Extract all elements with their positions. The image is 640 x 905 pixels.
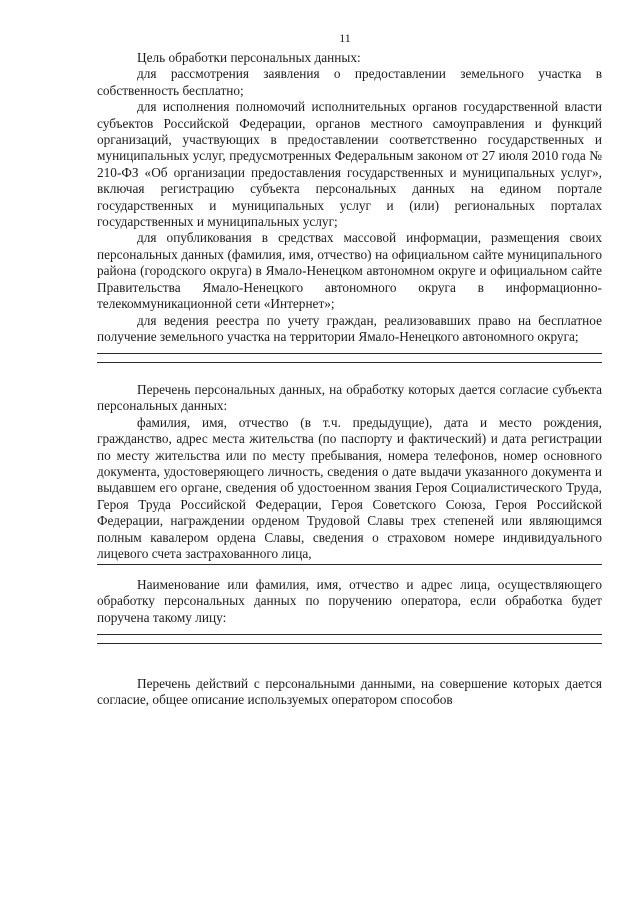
purpose-section [97, 50, 602, 363]
actions-text: Перечень действий с персональными данными, на совершение которых дается согласие, общее описание используемых оператором способов [97, 676, 602, 708]
data-list-heading: Перечень персональных данных, на обработку которых дается согласие субъекта персональных данных: [97, 382, 602, 414]
operator-section [97, 577, 602, 644]
data-list-section [97, 382, 602, 565]
purpose-item: для исполнения полномочий исполнительных органов государственной власти субъектов Российской Федерации, органов местного самоуправления и функций организаций, участвующих в предоставлении соответственно государственных и муниципальных услуг, предусмотренных Федеральным законом от 27 июля 2010 года № 210-ФЗ «Об организации предоставления государственных и муниципальных услуг», включая регистрацию субъекта персональных данных на едином портале государственных и муниципальных услуг и (или) региональных порталах государственных и муниципальных услуг; [97, 99, 602, 230]
data-list-body: фамилия, имя, отчество (в т.ч. предыдущие), дата и место рождения, гражданство, адрес места жительства (по паспорту и фактический) и дата регистрации по месту жительства или по месту пребывания, номера телефонов, номер основного документа, удостоверяющего личность, сведения о дате выдачи указанного документа и выдавшем его органе, сведения об удостоенном звания Героя Социалистического Труда, Героя Труда Российской Федерации, Героя Советского Союза, Героя Российской Федерации, награждении орденом Трудовой Славы трех степеней или являющимся полным кавалером ордена Славы, сведения о страховом номере индивидуального лицевого счета застрахованного лица, [97, 414, 602, 562]
purpose-item-text: для ведения реестра по учету граждан, реализовавших право на бесплатное получение земельного участка на территории Ямало-Ненецкого автономного округа; [97, 312, 602, 344]
operator-text: Наименование или фамилия, имя, отчество и адрес лица, осуществляющего обработку персональных данных по поручению оператора, если обработка будет поручена такому лицу: [97, 577, 602, 625]
purpose-item: для опубликования в средствах массовой информации, размещения своих персональных данных (фамилия, имя, отчество) на официальном сайте муниципального района (городского округа) в Ямало-Ненецком автономном округе и официальном сайте Правительства Ямало-Ненецкого автономного округа в информационно-телекоммуникационной сети «Интернет»; [97, 230, 602, 312]
fill-line[interactable] [97, 626, 602, 635]
purpose-item-last [97, 313, 602, 346]
purpose-heading: Цель обработки персональных данных: [137, 50, 361, 65]
fill-line[interactable] [97, 354, 602, 363]
fill-line[interactable] [97, 635, 602, 644]
actions-section [97, 676, 602, 709]
fill-line[interactable] [97, 345, 602, 354]
page-number: 11 [339, 31, 351, 45]
purpose-item: для рассмотрения заявления о предоставлении земельного участка в собственность бесплатно; [97, 66, 602, 98]
